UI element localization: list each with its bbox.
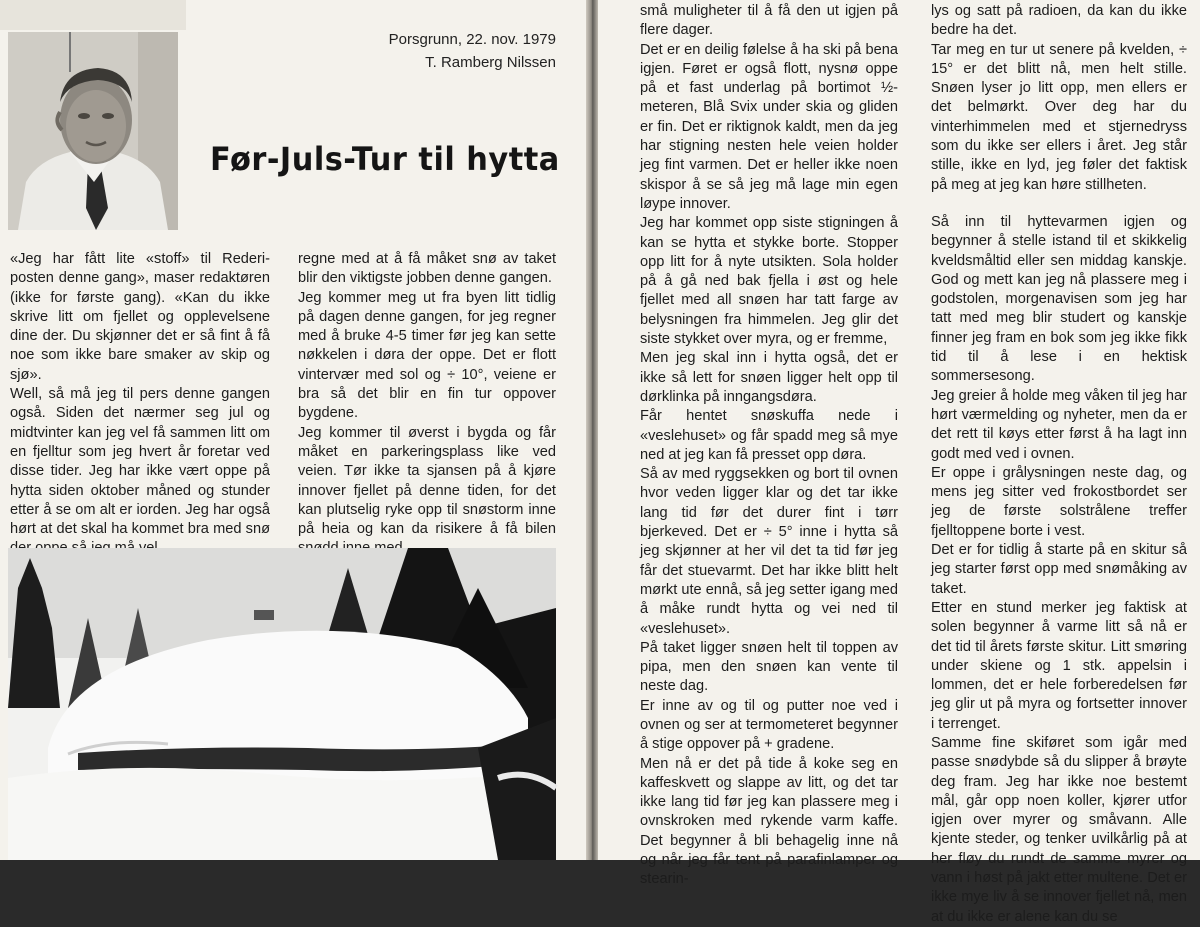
place-date: Porsgrunn, 22. nov. 1979 [388,31,556,48]
paragraph: Well, så må jeg til pers denne gangen også. Siden det nærmer seg jul og midtvinter kan jeg vel få sammen litt om en fjelltur som jeg hvert år foretar ved disse tider. Jeg har ikke vært oppe på hytta siden oktober måned og stunder etter å se om alt er iorden. Jeg har også hørt at det skal ha kommet bra med snø [10,386,270,538]
paragraph: Det er en deilig følelse å ha ski på bena igjen. Føret er også flott, nysnø oppe på et fast underlag på bortimot ½-meteren, Blå Svix under skia og gliden er fin. Det er riktignok kaldt, men da jeg har stigning nesten hele veien holder jeg fint varmen. Det er heller ikke noen skispor å se så jeg må lage min egen løype innover. [640,41,898,212]
paragraph: små muligheter til å få den ut igjen på flere dager. [640,3,898,39]
paragraph: På taket ligger snøen helt til toppen av pipa, men den snøen kan vente til neste dag. [640,639,898,695]
paragraph: Så inn til hyttevarmen igjen og begynner å stelle istand til et skikkelig kveldsmåltid eller sen middag kanskje. God og mett kan jeg nå plassere meg i godstolen, morgenavisen som jeg har tatt med meg blir studert og kanskje finner jeg fram en bok som jeg ikke fikk tid til å lese i en hektisk sommersesong. [931,213,1187,385]
paragraph: Men nå er det på tide å koke seg en kaffeskvett og slappe av litt, og det tar ikke lang tid før jeg kan plassere meg i ovnskroken med rykende varm kaffe. Det begynner å bli behagelig inne nå og når jeg får tent på parafinlamper og stearin- [640,755,898,888]
paragraph: Så av med ryggsekken og bort til ovnen hvor veden ligger klar og det tar ikke lang tid før det durer fint i tørr bjerkeved. Det er ÷ 5° inne i hytta så jeg skjønner at her vil det ta tid før jeg får det stuevarmt. Det har ikke blitt helt mørkt ute ennå, så jeg setter igang med å måke rundt hytta og vei ned til «veslehuset». [640,466,898,637]
left-page [0,0,586,860]
page-gutter [586,0,598,860]
author-name: T. Ramberg Nilssen [425,54,556,71]
left-column-1 [10,250,270,559]
right-page [598,0,1200,925]
bleed-through-text [0,0,186,30]
paragraph: Er inne av og til og putter noe ved i ovnen og ser at termometeret begynner å stige oppover på + gradene. [640,697,898,753]
paragraph: Jeg kommer meg ut fra byen litt tidlig på dagen denne gangen, for jeg regner med å bruke 4-5 timer før jeg kan sette nøkkelen i døra der oppe. Det er flott vintervær med sol og ÷ 10°, veiene er bra så det blir en fin tur oppover bygdene. [298,289,556,422]
byline [389,28,556,74]
paragraph: Jeg greier å holde meg våken til jeg har hørt værmelding og nyheter, men da er det rett til køys etter først å ha lagt inn godt med ved i ovnen. [931,387,1187,462]
right-column-2 [931,2,1187,927]
paragraph: Men jeg skal inn i hytta også, det er ikke så lett for snøen ligger helt opp til dørklinka på inngangsdøra. [640,350,898,405]
paragraph: lys og satt på radioen, da kan du ikke bedre ha det. [931,3,1187,39]
paragraph: regne med at å få måket snø av taket blir den viktigste jobben denne gangen. [298,251,556,287]
author-portrait-photo [8,32,178,230]
paragraph: Samme fine skiføret som igår med passe snødybde så du slipper å brøyte deg fram. Jeg har ikke noe bestemt mål, går opp noen koller, kjører utfor igjen over myrer og småvann. Alle kjente steder, og tenker uvilkårlig på at her fløy du rundt de samme myrer og vann i høst på jakt etter multene. Det er ikke mye liv å se innover fjellet nå, men at du ikke er alene kan du se [931,734,1187,925]
snow-covered-cabin-photo [8,548,556,860]
paragraph: Tar meg en tur ut senere på kvelden, ÷ 15° er det blitt nå, men helt stille. Snøen lyser jo litt opp, men ellers er det belmørkt. Over deg har du vinterhimmelen med et stjernedryss som du ikke ser ellers i året. Jeg står stille, ikke en lyd, jeg føler det faktisk på meg at jeg kan høre stillheten. [931,41,1187,193]
paragraph: Det er for tidlig å starte på en skitur så jeg starter først opp med snømåking av taket. [931,542,1187,597]
left-column-2 [298,250,556,559]
right-column-1 [640,2,898,890]
article-headline: Før-Juls-Tur til hytta [210,140,560,178]
paragraph: Får hentet snøskuffa nede i «veslehuset» og får spadd meg så mye ned at jeg kan få presset opp døra. [640,408,898,463]
paragraph: Jeg kommer til øverst i bygda og får måket en parkeringsplass like ved veien. Tør ikke ta sjansen på å kjøre innover fjellet på denne tiden, for det kan plutselig ryke opp til snøstorm inne på heia og kan da risikere å få bilen [298,424,556,538]
paragraph: Jeg har kommet opp siste stigningen å kan se hytta et stykke borte. Stopper opp litt for å nyte utsikten. Sola holder på å gå ned bak fjella i øst og hele fjellet med all snøen har tatt farge av belysningen fra himmelen. Jeg glir det siste stykket over myra, og er fremme, [640,215,898,348]
paragraph: «Jeg har fått lite «stoff» til Rederi-posten denne gang», maser redaktøren (ikke for første gang). «Kan du ikke skrive litt om fjellet og opplevelsene dine der. Du skjønner det er så fint å få noe som ikke bare smaker av skip og sjø». [10,251,270,383]
paragraph-gap [931,195,1187,213]
paragraph: Er oppe i grålysningen neste dag, og mens jeg sitter ved frokostbordet ser jeg de første solstrålene treffer fjelltoppene borte i vest. [931,464,1187,539]
paragraph: Etter en stund merker jeg faktisk at solen begynner å varme litt så nå er det tid til årets første skitur. Litt smøring under skiene og 1 stk. appelsin i lommen, det er hele forberedelsen før jeg glir ut på myra og fortsetter innover i terrenget. [931,599,1187,732]
